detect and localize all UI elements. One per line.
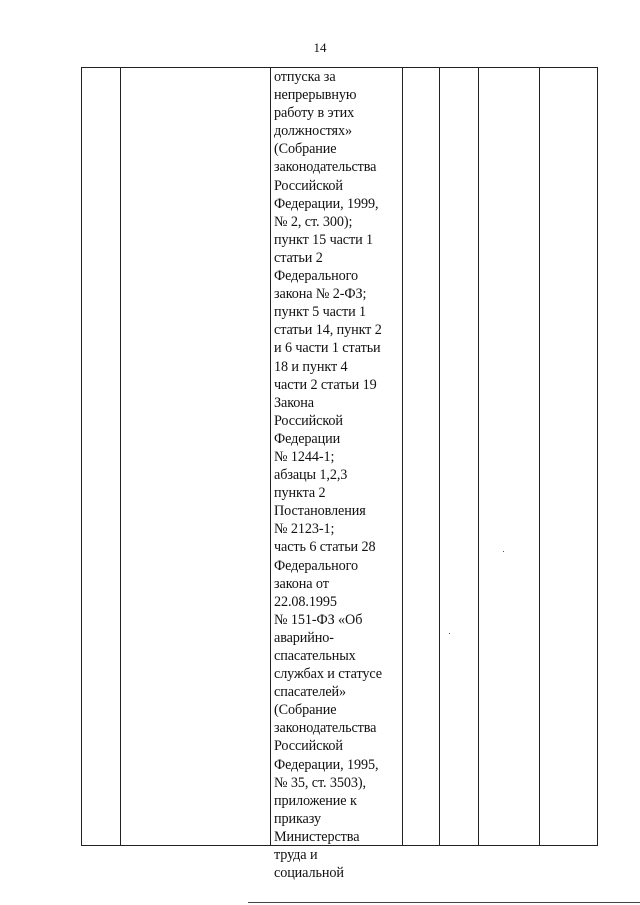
table-column-divider — [402, 68, 403, 845]
cell-text-line: № 1244-1; — [274, 448, 335, 465]
cell-text-line: (Собрание — [274, 141, 337, 158]
scan-bottom-edge-line — [248, 902, 640, 903]
cell-text-line: законодательства — [274, 720, 377, 737]
cell-text-line: часть 6 статьи 28 — [274, 539, 376, 556]
cell-text-line: Постановления — [274, 503, 366, 520]
cell-text-line: непрерывную — [274, 87, 357, 104]
cell-text-line: труда и — [274, 847, 318, 864]
cell-text-line: Закона — [274, 394, 314, 411]
cell-text-line: Российской — [274, 412, 343, 429]
cell-text-line: пункта 2 — [274, 485, 326, 502]
cell-text-line: спасателей» — [274, 684, 347, 701]
cell-text-line: статьи 14, пункт 2 — [274, 322, 382, 339]
document-table — [81, 67, 598, 882]
cell-text-line: аварийно- — [274, 629, 334, 646]
cell-text-line: Российской — [274, 738, 343, 755]
cell-text-line: абзацы 1,2,3 — [274, 467, 348, 484]
cell-text-line: Федерального — [274, 268, 358, 285]
cell-text-line: Федерации, 1995, — [274, 756, 379, 773]
table-column-divider — [270, 68, 271, 845]
cell-text-line: Федерального — [274, 557, 358, 574]
cell-text-line: № 2123-1; — [274, 521, 335, 538]
cell-text-line: Министерства — [274, 828, 360, 845]
cell-text-line: законодательства — [274, 159, 377, 176]
cell-text-line: и 6 части 1 статьи — [274, 340, 381, 357]
cell-text-line: отпуска за — [274, 69, 336, 85]
cell-text-line: приложение к — [274, 792, 357, 809]
cell-text-line: службах и статусе — [274, 666, 382, 683]
cell-text-line: Федерации, 1999, — [274, 195, 379, 212]
cell-text-line: Федерации — [274, 430, 341, 447]
page-number: 14 — [313, 40, 327, 55]
cell-text-line: должностях» — [274, 123, 352, 140]
legal-basis-cell-text — [274, 68, 402, 882]
cell-text-line: 22.08.1995 — [274, 593, 337, 610]
cell-text-line: (Собрание — [274, 702, 337, 719]
cell-text-line: социальной — [274, 865, 344, 882]
table-column-divider — [539, 68, 540, 845]
cell-text-line: статьи 2 — [274, 249, 323, 266]
cell-text-line: 18 и пункт 4 — [274, 358, 348, 375]
cell-text-line: работу в этих — [274, 105, 355, 122]
cell-text-line: № 151-ФЗ «Об — [274, 611, 363, 628]
cell-text-line: части 2 статьи 19 — [274, 376, 377, 393]
cell-text-line: пункт 5 части 1 — [274, 304, 367, 321]
cell-text-line: закона № 2-ФЗ; — [274, 286, 367, 303]
cell-text-line: № 2, ст. 300); — [274, 213, 353, 230]
table-column-divider — [478, 68, 479, 845]
cell-text-line: спасательных — [274, 648, 356, 664]
cell-text-line: закона от — [274, 575, 329, 592]
cell-text-line: Российской — [274, 177, 343, 194]
table-column-divider — [120, 68, 121, 845]
cell-text-line: пункт 15 части 1 — [274, 231, 374, 248]
table-column-divider — [439, 68, 440, 845]
cell-text-line: приказу — [274, 810, 321, 827]
scan-speck — [503, 551, 504, 552]
scan-speck — [449, 633, 450, 634]
cell-text-line: № 35, ст. 3503), — [274, 774, 366, 791]
